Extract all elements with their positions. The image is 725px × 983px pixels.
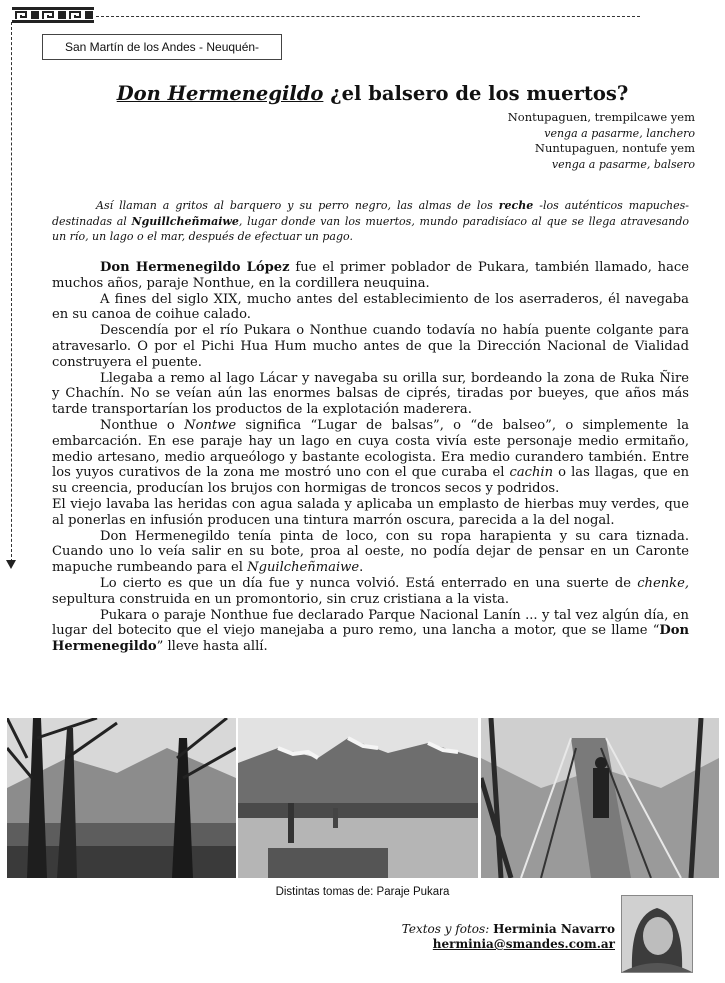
- boat-name: Don Hermenegildo: [52, 623, 689, 655]
- body-paragraph: [52, 418, 689, 497]
- intro-text: , lugar donde van los muertos, mundo paradisíaco al que se llega atravesando un río, un lago o el mar, después de efectuar un pago.: [52, 214, 689, 243]
- body-paragraph: Llegaba a remo al lago Lácar y navegaba su orilla sur, bordeando la zona de Ruka Ñire y Chachín. No se veían aún las enormes balsas de ciprés, tiradas por bueyes, que años más tarde transportarían los productos de la explotación maderera.: [52, 370, 689, 418]
- body-paragraph: El viejo lavaba las heridas con agua salada y aplicaba un emplasto de hierbas muy verdes, que al ponerlas en infusión producen una tintura marrón oscura, parecida a la del nogal.: [52, 496, 689, 528]
- intro-term: reche: [498, 199, 534, 212]
- intro-text: Así llaman a gritos al barquero y su perro negro, las almas de los: [96, 199, 499, 212]
- body-paragraph: [52, 260, 689, 292]
- paragraph-text: Lo cierto es que un día fue y nunca volvió. Está enterrado en una suerte de: [100, 575, 638, 591]
- arrow-down-icon: [6, 560, 16, 569]
- credits-label: Textos y fotos:: [401, 922, 490, 936]
- photo-mountains-field: [238, 718, 478, 878]
- paragraph-text: Don Hermenegildo tenía pinta de loco, con su ropa harapienta y su cara tiznada. Cuando uno lo veía salir en su bote, proa al oeste, no podía dejar de pensar en un Caronte mapuche rumbeando para el: [52, 528, 689, 576]
- greek-key-ornament: [12, 7, 94, 23]
- title-question: ¿el balsero de los muertos?: [323, 82, 629, 105]
- article-body: [52, 260, 689, 655]
- body-paragraph: [52, 529, 689, 576]
- photo-caption: Distintas tomas de: Paraje Pukara: [275, 886, 450, 898]
- left-dashed-rule: [11, 22, 12, 562]
- body-paragraph: [52, 608, 689, 655]
- author-name: Herminia Navarro: [493, 922, 615, 936]
- photo-hanging-bridge: [481, 718, 719, 878]
- paragraph-text: .: [359, 560, 364, 576]
- paragraph-text: o las llagas, que en su creencia, producían los brujos con hormigas de troncos secos y podridos.: [52, 465, 690, 497]
- protagonist-name: Don Hermenegildo López: [100, 260, 290, 275]
- paragraph-text: Pukara o paraje Nonthue fue declarado Parque Nacional Lanín ... y tal vez algún día, en lugar del botecito que el viejo manejaba a puro remo, una lancha a motor, que se llame “: [52, 607, 689, 639]
- paragraph-text: fue el primer poblador de Pukara, también llamado, hace muchos años, paraje Nonthue, en la cordillera neuquina.: [52, 260, 689, 291]
- author-portrait: [621, 895, 693, 973]
- paragraph-text: significa “Lugar de balsas”, o “de balseo”, o simplemente la embarcación. En ese paraje hay un lago en cuya costa vivía este personaje medio ermitaño, medio artesano, medio arqueólogo y bastante ecologista. Era medio curandero también. Entre los yuyos curativos de la zona me mostró uno con el que curaba el: [52, 417, 690, 481]
- intro-term: Nguillcheñmaiwe: [131, 214, 239, 228]
- credits: [402, 922, 615, 952]
- term-italic: Nguilcheñmaiwe: [247, 560, 360, 576]
- body-paragraph: [52, 576, 689, 608]
- mapuche-verses: [395, 110, 695, 172]
- intro-paragraph: [52, 198, 689, 245]
- photo-lake-trees: [7, 718, 236, 878]
- credits-line: [402, 922, 615, 937]
- term-italic: cachin: [509, 465, 554, 481]
- article-title: [40, 82, 705, 105]
- intro-text: -los auténticos mapuches- destinadas al: [52, 199, 689, 228]
- title-name: Don Hermenegildo: [116, 82, 324, 105]
- location-label: San Martín de los Andes - Neuquén-: [42, 34, 282, 60]
- body-paragraph: Descendía por el río Pukara o Nonthue cuando todavía no había puente colgante para atravesarlo. O por el Pichi Hua Hum mucho antes de que la Dirección Nacional de Vialidad construyera el puente.: [52, 323, 689, 370]
- term-italic: Nontwe: [184, 417, 237, 433]
- top-dashed-rule: [96, 16, 640, 17]
- paragraph-text: Nonthue o: [100, 417, 185, 433]
- verse-line: Nuntupaguen, nontufe yem: [534, 141, 695, 155]
- author-email-link[interactable]: herminia@smandes.com.ar: [432, 937, 615, 951]
- paragraph-text: sepultura construida en un promontorio, sin cruz cristiana a la vista.: [52, 591, 510, 607]
- verse-translation: venga a pasarme, balsero: [551, 157, 695, 171]
- verse-line: Nontupaguen, trempilcawe yem: [507, 110, 695, 124]
- body-paragraph: A fines del siglo XIX, mucho antes del establecimiento de los aserraderos, él navegaba en su canoa de coihue calado.: [52, 291, 689, 323]
- paragraph-text: ” lleve hasta allí.: [156, 639, 268, 655]
- term-italic: chenke,: [637, 575, 689, 591]
- verse-translation: venga a pasarme, lanchero: [544, 126, 695, 140]
